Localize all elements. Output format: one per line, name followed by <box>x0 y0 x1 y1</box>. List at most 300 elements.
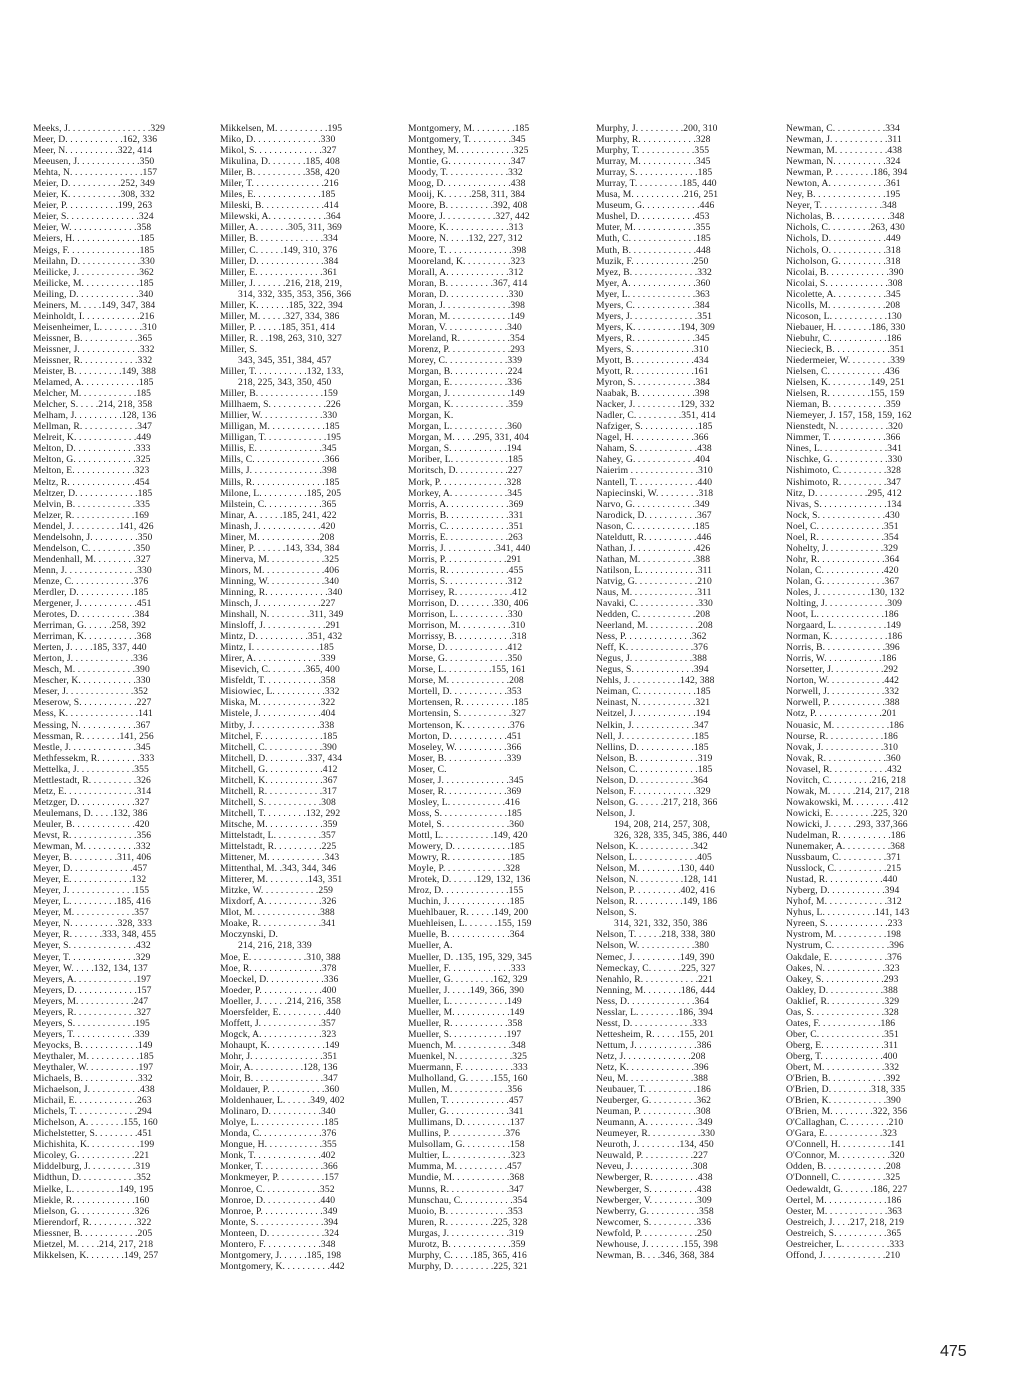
index-entry: Meser, J. . . . . . . . . . . . . .352 <box>33 686 149 698</box>
index-entry: Meilicke, J. . . . . . . . . . . . .362 <box>33 266 154 278</box>
index-entry: Misiowiec, L. . . . . . . . . . .332 <box>220 686 340 698</box>
index-entry: Moreland, R. . . . . . . . . . .354 <box>408 332 525 344</box>
index-entry: Meyers, R. . . . . . . . . . . . .327 <box>33 1006 152 1018</box>
index-entry: Merriman, K. . . . . . . . . . .368 <box>33 631 152 643</box>
index-entry: Minshall, N. . . . . . . . .311, 349 <box>220 609 344 621</box>
index-entry: Murphy, J. . . . . . . . . .200, 310 <box>596 123 718 134</box>
index-entry: Naham, S. . . . . . . . . . . . .438 <box>596 443 712 455</box>
index-entry: Nemec, J. . . . . . . . . .149, 390 <box>596 951 715 963</box>
index-entry: Mork, P. . . . . . . . . . . . . .328 <box>408 476 522 488</box>
index-entry: Meyers, M. . . . . . . . . . . .247 <box>33 995 149 1007</box>
index-entry: Nason, C. . . . . . . . . . . . .185 <box>596 520 710 532</box>
index-entry: Nelson, W. . . . . . . . . . . .380 <box>596 940 710 952</box>
index-entry: Mundie, M. . . . . . . . . . . .368 <box>408 1172 525 1184</box>
index-entry: Nourse, R. . . . . . . . . . . .186 <box>786 730 898 742</box>
index-entry: Mowry, R. . . . . . . . . . . . .185 <box>408 852 525 864</box>
index-entry: Mills, J. . . . . . . . . . . . . . .398 <box>220 465 337 477</box>
index-entry: Mendenhall, M. . . . . . . . .327 <box>33 553 151 565</box>
index-entry: Noles, J. . . . . . . . . . .130, 132 <box>786 586 905 598</box>
index-entry: Mueller, F. . . . . . . . . . . . .333 <box>408 962 526 974</box>
index-entry: Morris, P. . . . . . . . . . . . .291 <box>408 553 522 565</box>
index-entry: Muenkel, N. . . . . . . . . . . .325 <box>408 1050 527 1062</box>
index-entry: Motel, S. . . . . . . . . . . . . .360 <box>408 818 524 830</box>
index-entry: Nelson, G. . . . . .217, 218, 366 <box>596 796 718 808</box>
index-entry: Michail, E. . . . . . . . . . . . .263 <box>33 1095 152 1107</box>
index-entry: Morrison, L. . . . . . . . . . .330 <box>408 609 523 621</box>
index-entry: Noel, R. . . . . . . . . . . . . .354 <box>786 531 899 543</box>
index-entry: Oestreicher, L. . . . . . . . . .333 <box>786 1238 905 1250</box>
index-entry: Morgan, S. . . . . . . . . . . .194 <box>408 443 522 455</box>
index-entry: Nishimoto, R. . . . . . . . . .347 <box>786 476 902 488</box>
index-entry: Meissner, J. . . . . . . . . . . . .332 <box>33 343 155 355</box>
index-entry: Neuwald, P. . . . . . . . . . .227 <box>596 1150 708 1162</box>
index-entry: Nichols, C. . . . . . . . .263, 430 <box>786 222 905 234</box>
index-entry: Moyle, P. . . . . . . . . . . . .328 <box>408 863 521 875</box>
index-entry: Meer, D. . . . . . . . . . . .162, 336 <box>33 134 158 146</box>
index-entry: Neu, M. . . . . . . . . . . . . .388 <box>596 1073 709 1085</box>
index-entry: Nicolai, B. . . . . . . . . . . . .390 <box>786 266 904 278</box>
index-entry: Morrison, M. . . . . . . . . . .310 <box>408 620 526 632</box>
index-entry: Melton, E. . . . . . . . . . . . .323 <box>33 465 150 477</box>
index-entry: Miler, B. . . . . . . . . . .358, 420 <box>220 167 340 179</box>
index-entry: Newberger, S. . . . . . . . . .438 <box>596 1183 712 1195</box>
index-entry: Melzer, R. . . . . . . . . . . . .169 <box>33 509 150 521</box>
index-entry: Moss, S. . . . . . . . . . . . . .185 <box>408 807 522 819</box>
index-entry: Mielson, G. . . . . . . . . . . .326 <box>33 1205 150 1217</box>
index-entry: Meyers, S. . . . . . . . . . . . .195 <box>33 1017 150 1029</box>
index-entry: Messing, N. . . . . . . . . . . .367 <box>33 719 151 731</box>
index-entry: Montgomery, K. . . . . . . . . .442 <box>220 1260 345 1272</box>
index-entry: Morrison, D. . . . . . . .330, 406 <box>408 598 529 610</box>
index-entry: Oaklief, R. . . . . . . . . . . .329 <box>786 995 900 1007</box>
index-entry: Melham, J. . . . . . . . . .128, 136 <box>33 410 157 422</box>
index-entry: Nohr, R. . . . . . . . . . . . . .364 <box>786 553 900 565</box>
index-entry: Norwell, J. . . . . . . . . . . .332 <box>786 686 900 698</box>
index-entry: 314, 332, 335, 353, 356, 366 <box>238 288 352 300</box>
index-entry: Nelson, R. . . . . . . . . .149, 186 <box>596 896 718 908</box>
index-entry: Miska, M. . . . . . . . . . . . .322 <box>220 697 336 709</box>
index-entry: Molye, L. . . . . . . . . . . . . .185 <box>220 1117 339 1129</box>
index-entry: Mulholland, G. . . . . .155, 160 <box>408 1073 528 1085</box>
index-entry: Mendel, J. . . . . . . . . .141, 426 <box>33 520 154 532</box>
index-entry: Obert, M. . . . . . . . . . . . .332 <box>786 1061 900 1073</box>
index-entry: Montie, G. . . . . . . . . . . . .347 <box>408 156 526 168</box>
index-entry: Niebauer, H. . . . . . . .186, 330 <box>786 321 906 333</box>
index-entry: Nitz, D. . . . . . . . . . .295, 412 <box>786 487 902 499</box>
index-entry: Nudelman, R. . . . . . . . . . .186 <box>786 830 906 841</box>
index-entry: Merdler, D. . . . . . . . . . . .185 <box>33 586 149 598</box>
index-entry: Moseley, W. . . . . . . . . . .366 <box>408 741 522 753</box>
index-entry: Nelson, N. . . . . . . . . .128, 141 <box>596 874 718 886</box>
index-entry: Musa, M. . . . . . . . . . .216, 251 <box>596 189 719 201</box>
index-entry: Novitch, C. . . . . . . . .216, 218 <box>786 774 906 786</box>
index-entry: Mirer, A. . . . . . . . . . . . . .339 <box>220 653 336 665</box>
index-entry: Mitterer, M. . . . . . . . .143, 351 <box>220 874 343 886</box>
index-entry: Moriber, L. . . . . . . . . . . .185 <box>408 454 523 466</box>
index-entry: Meythaler, M. . . . . . . . . . .185 <box>33 1050 154 1062</box>
index-entry: O'Connell, H. . . . . . . . . . .141 <box>786 1139 906 1151</box>
index-entry: Nathan, M. . . . . . . . . . . .388 <box>596 553 711 565</box>
index-entry: Mesch, M. . . . . . . . . . . . .390 <box>33 664 150 676</box>
index-entry: Miller, S. <box>220 343 258 355</box>
index-entry: Meier, D. . . . . . . . . . .252, 349 <box>33 178 155 190</box>
index-entry: Norman, K. . . . . . . . . . . .186 <box>786 631 903 643</box>
index-entry: Meulemans, D. . . . .132, 386 <box>33 807 148 819</box>
index-entry: Neuroth, J. . . . . . . . .134, 450 <box>596 1139 714 1151</box>
index-entry: Murotz, B. . . . . . . . . . . . .359 <box>408 1238 526 1250</box>
index-entry: Nehls, J. . . . . . . . . . .142, 388 <box>596 675 715 687</box>
index-entry: Nyhof, M. . . . . . . . . . . . .312 <box>786 896 902 908</box>
index-entry: Montgomery, M. . . . . . . . .185 <box>408 123 530 134</box>
index-entry: Melcher, S. . . . .214, 218, 358 <box>33 399 153 411</box>
index-entry: Moldenhauer, L. . . . . .349, 402 <box>220 1095 345 1107</box>
index-entry: Offond, J. . . . . . . . . . . . .210 <box>786 1249 901 1261</box>
index-entry: Moe, R. . . . . . . . . . . . . . .378 <box>220 962 337 974</box>
index-entry: O'Brien, B. . . . . . . . . . . .392 <box>786 1073 901 1085</box>
index-entry: Meythaler, W. . . . . . . . . . .197 <box>33 1061 154 1073</box>
index-entry: Nouasic, M. . . . . . . . . . . .186 <box>786 719 904 731</box>
index-entry: Nolan, C. . . . . . . . . . . . .420 <box>786 564 899 576</box>
index-entry: Nielsen, K. . . . . . . . .149, 251 <box>786 377 905 389</box>
index-entry: Moser, J. . . . . . . . . . . . . .345 <box>408 774 524 786</box>
index-entry: Morgan, K. . . . . . . . . . . .359 <box>408 399 523 411</box>
index-entry: Melvin, B. . . . . . . . . . . . .335 <box>33 498 150 510</box>
index-entry: Muench, M. . . . . . . . . . . .348 <box>408 1039 526 1051</box>
index-entry: Muren, R. . . . . . . . . .225, 328 <box>408 1216 528 1228</box>
index-entry: Myez, B. . . . . . . . . . . . . .332 <box>596 266 712 278</box>
index-entry: Meigs, F. . . . . . . . . . . . . . .185 <box>33 244 155 256</box>
index-entry: Monroe, P. . . . . . . . . . . . .349 <box>220 1205 338 1217</box>
index-entry: Mistele, J. . . . . . . . . . . . .404 <box>220 708 336 720</box>
index-entry: Moldauer, P. . . . . . . . . . . .360 <box>220 1084 340 1096</box>
index-entry: Menze, C. . . . . . . . . . . . .376 <box>33 575 149 587</box>
index-entry: Minsloff, J. . . . . . . . . . . . .291 <box>220 620 341 632</box>
index-entry: Nelson, B. . . . . . . . . . . . .319 <box>596 752 713 764</box>
index-entry: Millier, W. . . . . . . . . . . . .330 <box>220 410 338 422</box>
index-entry: Multier, L. . . . . . . . . . . . .323 <box>408 1150 526 1162</box>
index-entry: Niebuhr, C. . . . . . . . . . . .186 <box>786 332 902 344</box>
index-entry: Nedden, C. . . . . . . . . . . .208 <box>596 609 711 621</box>
index-entry: Melamed, A. . . . . . . . . . . .185 <box>33 377 154 389</box>
index-entry: Morenz, P. . . . . . . . . . . . .293 <box>408 343 525 355</box>
index-entry: Oakes, N. . . . . . . . . . . . .323 <box>786 962 900 974</box>
index-entry: Minerva, M. . . . . . . . . . . .325 <box>220 553 339 565</box>
index-entry: Monthey, M. . . . . . . . . . . .325 <box>408 145 529 157</box>
index-entry: Miller, B. . . . . . . . . . . . . .159 <box>220 388 338 400</box>
index-entry: Nemeckay, C. . . . . . .225, 327 <box>596 962 716 974</box>
index-entry: Mendelsohn, J. . . . . . . . . .350 <box>33 531 153 543</box>
index-entry: Mendelson, C. . . . . . . . . .350 <box>33 542 151 554</box>
index-entry: Nohelty, J. . . . . . . . . . . .329 <box>786 542 898 554</box>
index-entry: Meiers, H. . . . . . . . . . . . . .185 <box>33 233 155 245</box>
index-entry: Munns, R. . . . . . . . . . . . .347 <box>408 1183 524 1195</box>
index-entry: Methfessekm, R. . . . . . . . .333 <box>33 752 155 764</box>
index-entry: Myers, C. . . . . . . . . . . . .384 <box>596 299 710 311</box>
index-entry: Nahey, G. . . . . . . . . . . . .404 <box>596 454 711 466</box>
index-entry: Melcher, M. . . . . . . . . . . .185 <box>33 388 152 400</box>
index-entry: Moeckel, D. . . . . . . . . . . .336 <box>220 973 339 985</box>
index-entry: Morris, R. . . . . . . . . . . . .455 <box>408 564 524 576</box>
index-entry: Neff, K. . . . . . . . . . . . . .376 <box>596 642 708 654</box>
index-entry: Nelson, K. . . . . . . . . . . .342 <box>596 841 708 853</box>
index-entry: Moore, N. . . . .132, 227, 312 <box>408 233 523 245</box>
index-entry: Meer, N. . . . . . . . . . .322, 414 <box>33 145 153 157</box>
index-entry: Moore, J. . . . . . . . . . .327, 442 <box>408 211 530 223</box>
index-entry: Melreit, K. . . . . . . . . . . . .449 <box>33 432 152 444</box>
index-entry: Mooreland, K. . . . . . . . . .323 <box>408 255 526 267</box>
index-entry: Niemeyer, J. 157, 158, 159, 162 <box>786 410 912 422</box>
index-entry: Morris, B. . . . . . . . . . . . .331 <box>408 509 524 521</box>
index-entry: Morgan, J. . . . . . . . . . . . .149 <box>408 388 525 400</box>
index-entry: Moczynski, D. <box>220 929 279 941</box>
index-entry: Michelstetter, S. . . . . . . . .451 <box>33 1128 153 1140</box>
index-entry: Meserow, S. . . . . . . . . . . .227 <box>33 697 152 709</box>
index-entry: Milligan, T. . . . . . . . . . . . .195 <box>220 432 342 444</box>
index-entry: Nussbaum, C. . . . . . . . . .371 <box>786 852 901 864</box>
index-entry: Muth, C. . . . . . . . . . . . . .185 <box>596 233 711 245</box>
index-entry: Meisenheimer, L. . . . . . . . .310 <box>33 321 157 333</box>
index-entry: Mintz, I. . . . . . . . . . . . . .185 <box>220 642 334 654</box>
index-entry: Nesst, D. . . . . . . . . . . . .333 <box>596 1017 707 1029</box>
index-entry: Novak, J. . . . . . . . . . . . .310 <box>786 741 899 753</box>
index-entry: Morris, S. . . . . . . . . . . . .312 <box>408 575 523 587</box>
index-entry: Milligan, M. . . . . . . . . . . .185 <box>220 421 340 433</box>
index-entry: Nettum, J. . . . . . . . . . . . .386 <box>596 1039 712 1051</box>
index-entry: 218, 225, 343, 350, 450 <box>238 377 332 389</box>
index-entry: Meyer, R. . . . . . .333, 348, 455 <box>33 929 157 941</box>
index-entry: Nathan, J. . . . . . . . . . . . .426 <box>596 542 711 554</box>
index-entry: Michelson, A. . . . . . . .155, 160 <box>33 1117 158 1129</box>
index-entry: Meeks, J. . . . . . . . . . . . . . . . .329 <box>33 123 166 134</box>
index-entry: Miller, D. . . . . . . . . . . . . .384 <box>220 255 339 267</box>
index-entry: Nelson, P. . . . . . . . . .402, 416 <box>596 885 715 897</box>
index-entry: Mitzke, W. . . . . . . . . . . .259 <box>220 885 334 897</box>
index-entry: Newberger, V. . . . . . . . . .309 <box>596 1194 712 1206</box>
index-entry: Murgas, J. . . . . . . . . . . . .319 <box>408 1227 524 1239</box>
index-entry: 343, 345, 351, 384, 457 <box>238 354 332 366</box>
index-column-5 <box>786 123 962 1261</box>
index-entry: Neuman, P. . . . . . . . . . . .308 <box>596 1106 711 1118</box>
index-entry: Moore, T. . . . . . . . . . . . . .398 <box>408 244 527 256</box>
index-entry: Muth, B. . . . . . . . . . . . . .448 <box>596 244 711 256</box>
index-entry: Moog, D. . . . . . . . . . . . . .438 <box>408 178 526 190</box>
index-entry: Netz, K. . . . . . . . . . . . . .396 <box>596 1061 709 1073</box>
index-entry: Myers, R. . . . . . . . . . . . .345 <box>596 332 710 344</box>
index-entry: Morse, L. . . . . . . . . .155, 161 <box>408 664 526 676</box>
index-entry: Mierendorf, R. . . . . . . . . .322 <box>33 1216 152 1228</box>
index-entry: Ney, B. . . . . . . . . . . . . . .195 <box>786 189 901 201</box>
index-entry: Meiners, M. . . . .149, 347, 384 <box>33 299 156 311</box>
index-entry: Minors, M. . . . . . . . . . . . .406 <box>220 564 340 576</box>
index-entry: Miller, P. . . . . .185, 351, 414 <box>220 321 336 333</box>
index-entry: Neubauer, T. . . . . . . . . . .186 <box>596 1084 711 1096</box>
index-entry: Nystrum, C. . . . . . . . . . . .396 <box>786 940 904 952</box>
index-entry: Naabak, B. . . . . . . . . . . .398 <box>596 388 710 400</box>
index-entry: Middelburg, J. . . . . . . . . .319 <box>33 1161 151 1173</box>
index-entry: Murphy, D. . . . . . . . .225, 321 <box>408 1260 528 1272</box>
index-entry: Navaki, C. . . . . . . . . . . . .330 <box>596 598 713 610</box>
index-entry: Merten, J. . . . .185, 337, 440 <box>33 642 147 654</box>
index-entry: 326, 328, 335, 345, 386, 440 <box>614 830 728 841</box>
index-entry: Nellins, D. . . . . . . . . . . .185 <box>596 741 709 753</box>
index-entry: Meyocks, B. . . . . . . . . . . .149 <box>33 1039 153 1051</box>
index-entry: Morgan, K. <box>408 410 454 422</box>
index-entry: Muoio, B. . . . . . . . . . . . .353 <box>408 1205 523 1217</box>
index-entry: Mergener, J. . . . . . . . . . . .451 <box>33 598 152 610</box>
index-entry: Morrissy, B. . . . . . . . . . . .318 <box>408 631 527 643</box>
index-entry: Mullimans, D. . . . . . . . . .137 <box>408 1117 525 1129</box>
index-entry: Mueller, S. . . . . . . . . . . .197 <box>408 1028 522 1040</box>
index-entry: Napiecinski, W. . . . . . . . .318 <box>596 487 714 499</box>
index-entry: Mettlestadt, R. . . . . . . . . .326 <box>33 774 151 786</box>
index-column-4 <box>596 123 772 1261</box>
index-entry: Miller, T. . . . . . . . . . .132, 133, <box>220 366 344 378</box>
index-entry: Newman, N. . . . . . . . . . .324 <box>786 156 901 168</box>
index-entry: Myer, A. . . . . . . . . . . . . .360 <box>596 277 711 289</box>
index-entry: Muller, G. . . . . . . . . . . . .341 <box>408 1106 524 1118</box>
index-entry: Murray, M. . . . . . . . . . . .345 <box>596 156 711 168</box>
index-entry: Muehlbauer, R. . . . . .149, 200 <box>408 907 529 919</box>
index-entry: Nelson, J. <box>596 807 636 819</box>
index-entry: Mitchell, G. . . . . . . . . . . .412 <box>220 763 338 775</box>
index-entry: Myers, K. . . . . . . . . .194, 309 <box>596 321 715 333</box>
index-entry: Monte, S. . . . . . . . . . . . . .394 <box>220 1216 339 1228</box>
index-entry: Mushel, D. . . . . . . . . . . .453 <box>596 211 710 223</box>
index-entry: Morgan, B. . . . . . . . . . . .224 <box>408 366 523 378</box>
index-column-2 <box>220 123 396 1272</box>
index-entry: Murray, S. . . . . . . . . . . . .185 <box>596 167 713 179</box>
index-entry: Misevich, C. . . . . . . .365, 400 <box>220 664 340 676</box>
index-entry: Nowicki, E. . . . . . . . .225, 320 <box>786 807 908 819</box>
index-entry: Merton, J. . . . . . . . . . . . .336 <box>33 653 148 665</box>
index-entry: Myer, L. . . . . . . . . . . . . .363 <box>596 288 710 300</box>
index-entry: Mikkelsen, M. . . . . . . . . . .195 <box>220 123 343 134</box>
index-entry: Mikol, S. . . . . . . . . . . . . .327 <box>220 145 337 157</box>
index-entry: 194, 208, 214, 257, 308, <box>614 818 710 830</box>
index-entry: Noot, L. . . . . . . . . . . . . .186 <box>786 609 899 621</box>
index-entry: Morse, M. . . . . . . . . . . . .208 <box>408 675 524 687</box>
index-entry: Morton, D. . . . . . . . . . . .451 <box>408 730 522 742</box>
index-entry: Mueller, J. . . . .149, 366, 390 <box>408 984 525 996</box>
index-entry: Muehleisen, L. . . . . . .155, 159 <box>408 918 532 930</box>
index-entry: Neerland, M. . . . . . . . . . .208 <box>596 620 713 632</box>
index-entry: Nowicki, J. . . . . .293, 337,366 <box>786 818 908 830</box>
index-entry: Morgan, E. . . . . . . . . . . .336 <box>408 377 522 389</box>
index-entry: Nolan, G. . . . . . . . . . . . .367 <box>786 575 900 587</box>
index-entry: Mitchell, C. . . . . . . . . . . .390 <box>220 741 337 753</box>
index-entry: Mohr, J. . . . . . . . . . . . . . .351 <box>220 1050 338 1062</box>
index-entry: Mitchell, S. . . . . . . . . . . .308 <box>220 796 336 808</box>
index-entry: Meier, W. . . . . . . . . . . . . .358 <box>33 222 152 234</box>
index-entry: Nyhus, L. . . . . . . . . . .141, 143 <box>786 907 910 919</box>
index-entry: Neveu, J. . . . . . . . . . . . .308 <box>596 1161 708 1173</box>
index-entry: Nischke, G. . . . . . . . . . . .330 <box>786 454 903 466</box>
index-entry: Meyers, A. . . . . . . . . . . . .197 <box>33 973 152 985</box>
index-entry: Mottl, L. . . . . . . . . . .149, 420 <box>408 830 528 841</box>
index-entry: Mullen, T. . . . . . . . . . . . .457 <box>408 1095 524 1107</box>
index-entry: Neitzel, J. . . . . . . . . . . . .194 <box>596 708 711 720</box>
index-entry: Nystrom, M. . . . . . . . . . .198 <box>786 929 902 941</box>
index-entry: Michels, T. . . . . . . . . . . . .294 <box>33 1106 152 1118</box>
index-entry: Meilicke, M. . . . . . . . . . . .185 <box>33 277 154 289</box>
index-entry: Miekle, R. . . . . . . . . . . . .160 <box>33 1194 150 1206</box>
index-entry: Meissner, R. . . . . . . . . . . .332 <box>33 354 153 366</box>
index-entry: Meyer, N. . . . . . . . . .328, 333 <box>33 918 153 930</box>
index-column-1 <box>33 123 209 1261</box>
index-entry: Norwell, P. . . . . . . . . . . .388 <box>786 697 900 709</box>
index-entry: Moser, C. <box>408 763 447 775</box>
index-entry: Nelson, M. . . . . . . . .130, 440 <box>596 863 715 875</box>
index-entry: Morse, G. . . . . . . . . . . . .350 <box>408 653 523 665</box>
index-entry: Mitchell, D. . . . . . . . .337, 434 <box>220 752 343 764</box>
index-entry: Novasel, R. . . . . . . . . . . .432 <box>786 763 902 775</box>
index-entry: Nunemaker, A. . . . . . . . . .368 <box>786 841 905 853</box>
page-number: 475 <box>940 1343 967 1360</box>
index-entry: Mittener, M. . . . . . . . . . . .343 <box>220 852 340 864</box>
index-entry: Moser, R. . . . . . . . . . . . .369 <box>408 785 522 797</box>
index-entry: Nock, S. . . . . . . . . . . . . .430 <box>786 509 900 521</box>
index-entry: Myers, J. . . . . . . . . . . . . .351 <box>596 310 712 322</box>
index-entry: Monker, T. . . . . . . . . . . . .366 <box>220 1161 338 1173</box>
index-entry: Ness, D. . . . . . . . . . . . . .364 <box>596 995 710 1007</box>
index-entry: Mestle, J. . . . . . . . . . . . . .345 <box>33 741 151 753</box>
index-entry: Newfold, P. . . . . . . . . . . .250 <box>596 1227 712 1239</box>
index-entry: Norsetter, J. . . . . . . . . . .292 <box>786 664 899 676</box>
index-entry: Neinast, N. . . . . . . . . . . .321 <box>596 697 711 709</box>
index-entry: Mixdorf, A. . . . . . . . . . . .326 <box>220 896 337 908</box>
index-entry: Moffett, J. . . . . . . . . . . . .357 <box>220 1017 336 1029</box>
index-entry: Nelson, S. <box>596 907 637 919</box>
index-entry: Nimmer, T. . . . . . . . . . . .366 <box>786 432 901 444</box>
index-entry: Nieman, B. . . . . . . . . . . .359 <box>786 399 901 411</box>
index-entry: Ness, P. . . . . . . . . . . . . .362 <box>596 631 707 643</box>
index-entry: Nicolai, S. . . . . . . . . . . . .308 <box>786 277 903 289</box>
index-entry: Meiling, D. . . . . . . . . . . . .340 <box>33 288 154 300</box>
index-entry: Oakley, D. . . . . . . . . . . .388 <box>786 984 898 996</box>
index-entry: Monroe, C. . . . . . . . . . . .352 <box>220 1183 335 1195</box>
index-entry: Moeller, J. . . . . .214, 216, 358 <box>220 995 342 1007</box>
index-entry: Molinaro, D. . . . . . . . . . .340 <box>220 1106 336 1118</box>
index-entry: Neyer, T. . . . . . . . . . . . .348 <box>786 200 897 212</box>
index-entry: Merriman, G. . . . . .258, 392 <box>33 620 147 632</box>
index-entry: O'Brien, K. . . . . . . . . . . .390 <box>786 1095 901 1107</box>
index-entry: Narvo, G. . . . . . . . . . . . .349 <box>596 498 710 510</box>
index-entry: Nichols, D. . . . . . . . . . . .449 <box>786 233 901 245</box>
index-entry: Norris, W. . . . . . . . . . . .186 <box>786 653 897 665</box>
index-entry: Mitchell, T. . . . . . . . .132, 292 <box>220 807 341 819</box>
index-entry: Moody, T. . . . . . . . . . . . .332 <box>408 167 523 179</box>
index-entry: Negus, S. . . . . . . . . . . . .394 <box>596 664 709 676</box>
index-entry: Mumma, M. . . . . . . . . . .457 <box>408 1161 522 1173</box>
index-entry: Miller, K. . . . . . .185, 322, 394 <box>220 299 343 311</box>
index-entry: Montgomery, J. . . . . .185, 198 <box>220 1249 342 1261</box>
index-entry: Mortenson, K. . . . . . . . . .376 <box>408 719 525 731</box>
index-entry: Nustad, R. . . . . . . . . . . .440 <box>786 874 898 886</box>
index-entry: Mittenthal, M. .343, 344, 346 <box>220 863 337 875</box>
index-entry: Moore, K. . . . . . . . . . . . .313 <box>408 222 524 234</box>
index-entry: Morkey, A. . . . . . . . . . . .345 <box>408 487 523 499</box>
index-entry: Nichols, O. . . . . . . . . . . .318 <box>786 244 901 256</box>
index-entry: Melton, G. . . . . . . . . . . . .325 <box>33 454 151 466</box>
index-entry: Mittelstadt, R. . . . . . . . . .225 <box>220 841 337 853</box>
index-entry: Myers, S. . . . . . . . . . . . .310 <box>596 343 709 355</box>
index-entry: Monk, T. . . . . . . . . . . . . .402 <box>220 1150 336 1162</box>
index-entry: Mueller, R. . . . . . . . . . . .358 <box>408 1017 523 1029</box>
index-entry: Newman, C. . . . . . . . . . .334 <box>786 123 900 134</box>
index-entry: Mikulina, D. . . . . . . .185, 408 <box>220 156 340 168</box>
index-entry: Moritsch, D. . . . . . . . . . .227 <box>408 465 523 477</box>
index-entry: Nolting, J. . . . . . . . . . . . .309 <box>786 598 902 610</box>
